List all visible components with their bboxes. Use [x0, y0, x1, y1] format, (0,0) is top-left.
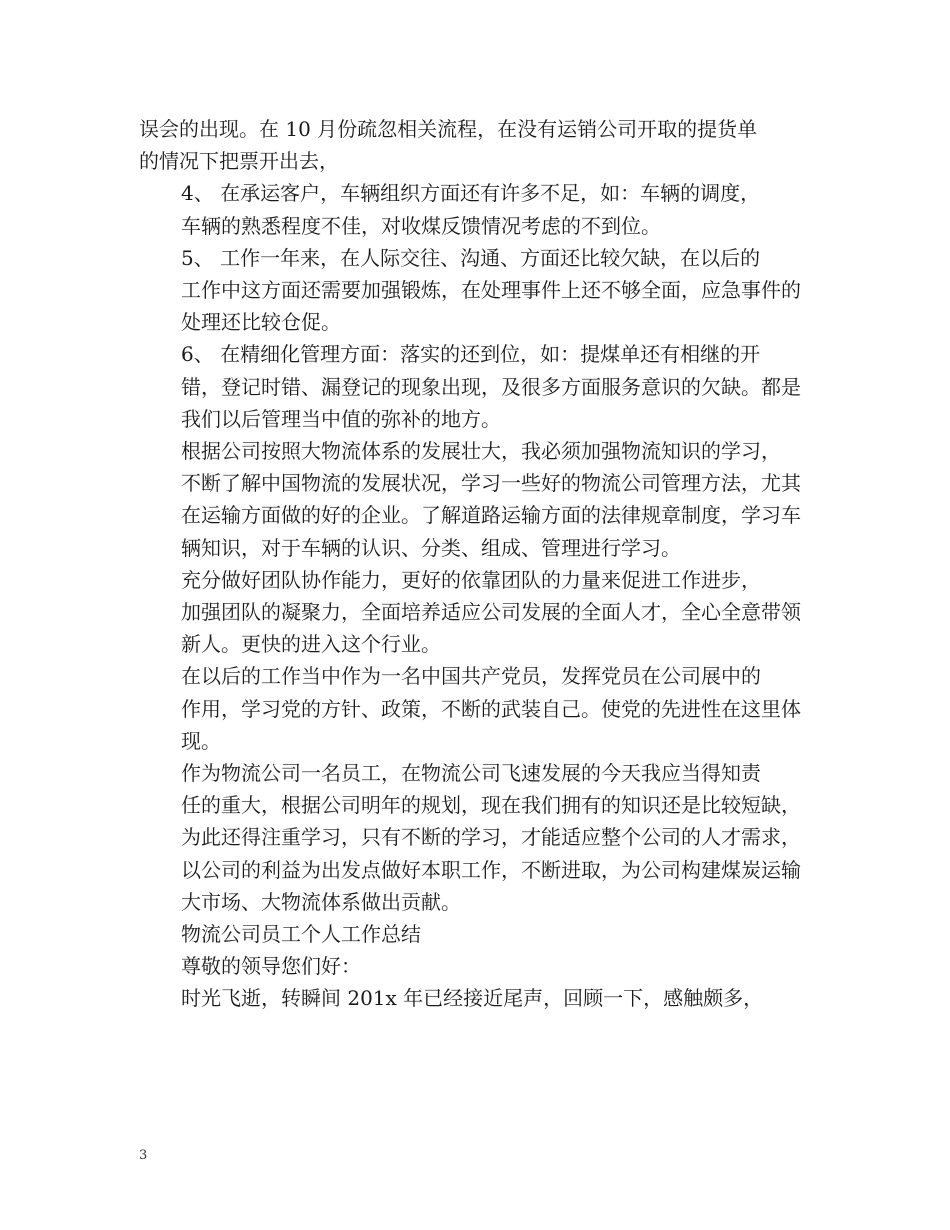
paragraph: [139, 435, 829, 564]
text-line: 5、 工作一年来，在人际交往、沟通、方面还比较欠缺，在以后的: [181, 245, 761, 270]
paragraph: [139, 660, 829, 757]
paragraph: [139, 564, 829, 661]
text-line: 工作中这方面还需要加强锻炼，在处理事件上还不够全面，应急事件的: [181, 278, 801, 303]
paragraph: [139, 757, 829, 918]
text-line: 误会的出现。在 10 月份疏忽相关流程，在没有运销公司开取的提货单: [139, 117, 758, 141]
text-line: 不断了解中国物流的发展状况，学习一些好的物流公司管理方法，尤其: [181, 471, 801, 496]
text-line: 作为物流公司一名员工，在物流公司飞速发展的今天我应当得知责: [181, 761, 761, 786]
text-line: 的情况下把票开出去，: [139, 149, 339, 174]
text-line: 在运输方面做的好的企业。了解道路运输方面的法律规章制度，学习车: [181, 503, 801, 528]
paragraph: [139, 918, 829, 950]
text-line: 大市场、大物流体系做出贡献。: [181, 889, 461, 914]
text-line: 我们以后管理当中值的弥补的地方。: [181, 406, 501, 431]
text-line: 处理还比较仓促。: [181, 310, 341, 335]
text-line: 车辆的熟悉程度不佳，对收煤反馈情况考虑的不到位。: [181, 213, 661, 238]
page-number: 3: [139, 1148, 148, 1163]
text-line: 根据公司按照大物流体系的发展壮大，我必须加强物流知识的学习，: [181, 439, 781, 464]
text-line: 6、 在精细化管理方面：落实的还到位，如：提煤单还有相继的开: [181, 342, 761, 367]
text-line: 物流公司员工个人工作总结: [181, 922, 421, 947]
text-line: 任的重大，根据公司明年的规划，现在我们拥有的知识还是比较短缺，: [181, 793, 801, 818]
text-line: 以公司的利益为出发点做好本职工作，不断进取，为公司构建煤炭运输: [181, 857, 801, 882]
paragraph: [139, 113, 829, 177]
text-line: 作用，学习党的方针、政策，不断的武装自己。使党的先进性在这里体: [181, 696, 801, 721]
text-line: 尊敬的领导您们好：: [181, 954, 361, 979]
text-line: 为此还得注重学习，只有不断的学习，才能适应整个公司的人才需求，: [181, 825, 801, 850]
text-line: 错，登记时错、漏登记的现象出现，及很多方面服务意识的欠缺。都是: [181, 374, 801, 399]
text-line: 在以后的工作当中作为一名中国共产党员，发挥党员在公司展中的: [181, 664, 761, 689]
paragraph: [139, 177, 829, 241]
paragraph: [139, 338, 829, 435]
text-line: 辆知识，对于车辆的认识、分类、组成、管理进行学习。: [181, 535, 681, 560]
text-line: 新人。更快的进入这个行业。: [181, 632, 441, 657]
text-line: 4、 在承运客户，车辆组织方面还有许多不足，如：车辆的调度，: [181, 181, 761, 206]
text-line: 加强团队的凝聚力，全面培养适应公司发展的全面人才，全心全意带领: [181, 600, 801, 625]
paragraph: [139, 950, 829, 982]
text-line: 时光飞逝，转瞬间 201x 年已经接近尾声，回顾一下，感触颇多，: [181, 986, 764, 1011]
paragraph: [139, 982, 829, 1014]
paragraph: [139, 242, 829, 339]
text-line: 现。: [181, 728, 221, 753]
document-body: [139, 113, 829, 1015]
text-line: 充分做好团队协作能力，更好的依靠团队的力量来促进工作进步，: [181, 567, 761, 592]
